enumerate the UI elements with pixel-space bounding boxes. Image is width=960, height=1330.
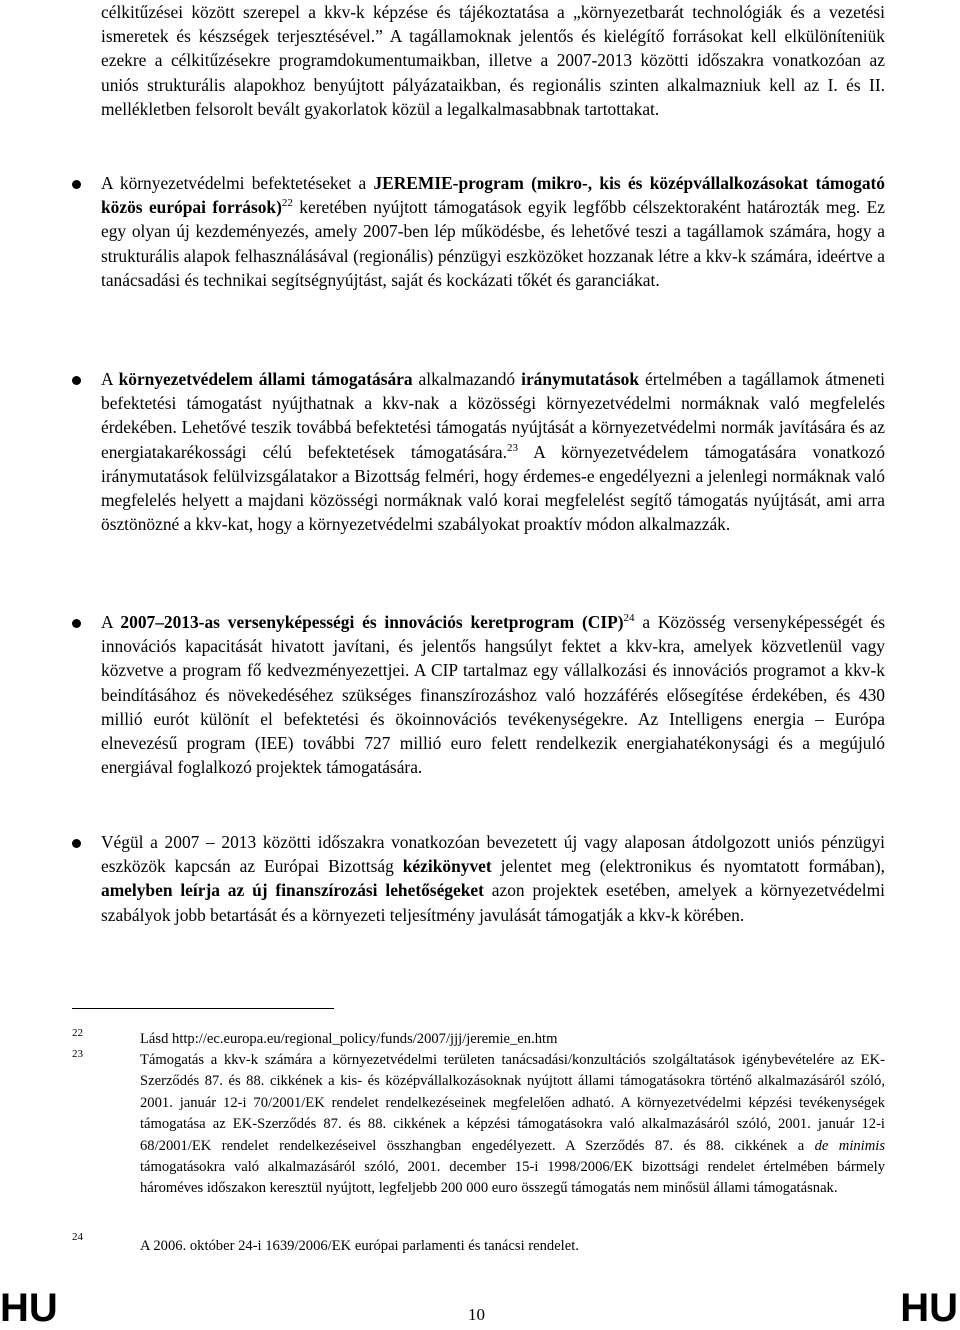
footnote-ref-24: 24 <box>623 612 635 625</box>
cip-text-1: A <box>101 612 121 632</box>
bullet-icon <box>72 839 81 848</box>
state-aid-text-3: értelmében a tagállamok átmeneti befektetési támogatást nyújthatnak a kkv-nak a közösségi környezetvédelmi normáknak való megfelelés érdekében. Lehetővé teszik továbbá befektetési támogatás nyújtását a környezetvédelmi normák javítására és az energiatakarékossági célú befektetések támogatására. <box>101 369 886 462</box>
footnote-23-text-2: támogatásokra való alkalmazásáról szóló, 2001. december 15-i 1998/2006/EK bizottsági rendelet értelmében bármely hároméves időszakon keresztül nyújtott, legfeljebb 200 000 euro összegű támogatás nem minősül állami támogatásnak. <box>140 1159 885 1197</box>
handbook-text-2: jelentet meg (elektronikus és nyomtatott formában), <box>491 856 885 877</box>
intro-text: célkitűzései között szerepel a kkv-k képzése és tájékoztatása a „környezetbarát technológiák és a vezetési ismeretek és készségek terjesztésével.” A tagállamoknak jelentős és kielégítő forrásokat kell elkülöníteniük ezekre a célkitűzésekre programdokumentumaikban, illetve a 2007-2013 közötti időszakra vonatkozóan az uniós strukturális alapokhoz benyújtott pályázataikban, és regionális szinten alkalmazniuk kell az I. és II. mellékletben felsorolt bevált gyakorlatok közül a legalkalmasabbnak tartottakat. <box>101 2 885 119</box>
page-number: 10 <box>468 1305 485 1324</box>
footnote-divider <box>72 1008 334 1009</box>
handbook-paragraph <box>101 830 885 927</box>
footnote-23-italic: de minimis <box>814 1137 885 1154</box>
footnote-22-text: Lásd http://ec.europa.eu/regional_policy/funds/2007/jjj/jeremie_en.htm <box>140 1031 558 1047</box>
cip-text-2: a Közösség versenyképességét és innovációs kapacitását hivatott javítani, és jelentős hangsúlyt fektet a kkv-kra, amelyek közvetlenül vagy közvetve a program fő kedvezményezettjei. A CIP tartalmaz egy vállalkozási és innovációs programot a kkv-k beindításához és növekedéséhez szükséges finanszírozáshoz való hozzáférés elősegítése érdekében, és 430 millió eurót különít el befektetési és ökoinnovációs tevékenységekre. Az Intelligens energia – Európa elnevezésű program (IEE) további 727 millió euro felett rendelkezik energiahatékonysági és a megújuló energiával foglalkozó projektek támogatására. <box>101 612 886 778</box>
footnote-ref-22: 22 <box>281 197 293 210</box>
handbook-bold-1: kézikönyvet <box>402 856 492 877</box>
footnote-23 <box>140 1050 885 1200</box>
bullet-icon <box>72 619 81 628</box>
footnote-24-text: A 2006. október 24-i 1639/2006/EK európai parlamenti és tanácsi rendelet. <box>140 1238 579 1254</box>
handbook-text-1: Végül a 2007 – 2013 közötti időszakra vonatkozóan bevezetett új vagy alaposan átdolgozott uniós pénzügyi eszközök kapcsán az Európai Bizottság <box>101 832 885 877</box>
jeremie-text-2: keretében nyújtott támogatások egyik legfőbb célszektoraként határozták meg. Ez egy olyan új kezdeményezés, amely 2007-ben lép működésbe, és lehetővé teszi a tagállamok számára, hogy a strukturális alapok felhasználásával (regionális) pénzügyi eszközöket hozzanak létre a kkv-k számára, ideértve a tanácsadási és technikai segítségnyújtást, saját és kockázati tőkét és garanciákat. <box>101 197 885 290</box>
footnote-ref-23: 23 <box>507 441 518 454</box>
bullet-icon <box>72 180 81 189</box>
language-code-left: HU <box>0 1286 58 1330</box>
intro-paragraph <box>101 0 885 121</box>
footnote-number-24: 24 <box>72 1231 83 1243</box>
language-code-right: HU <box>900 1286 958 1330</box>
cip-paragraph <box>101 610 885 779</box>
footnote-22 <box>140 1029 885 1050</box>
footnote-number-23: 23 <box>72 1048 83 1060</box>
bullet-icon <box>72 376 81 385</box>
handbook-bold-2: amelyben leírja az új finanszírozási lehetőségeket <box>101 880 484 901</box>
footnote-23-text-1: Támogatás a kkv-k számára a környezetvédelmi területen tanácsadási/konzultációs szolgáltatások igénybevételére az EK-Szerződés 87. és 88. cikkének a kis- és középvállalkozásoknak nyújtott állami támogatásokra történő alkalmazásáról szóló, 2001. január 12-i 70/2001/EK rendelet rendelkezéseinek megfelelően adható. A környezetvédelmi képzési tevékenységek támogatása az EK-Szerződés 87. és 88. cikkének a képzési támogatásokra való alkalmazásáról szóló, 2001. január 12-i 68/2001/EK rendelet rendelkezéseivel összhangban engedélyezett. A Szerződés 87. és 88. cikkének a <box>140 1052 885 1154</box>
state-aid-paragraph <box>101 367 885 536</box>
handbook-text-3: azon projektek esetében, amelyek a környezetvédelmi szabályok jobb betartását és a környezeti teljesítmény javulását támogatják a kkv-k körében. <box>101 880 885 925</box>
jeremie-bold: JEREMIE-program (mikro-, kis és középvállalkozásokat támogató közös európai források) <box>101 173 885 218</box>
state-aid-bold-1: környezetvédelem állami támogatására <box>118 369 413 389</box>
footnote-24 <box>140 1236 885 1257</box>
footnote-number-22: 22 <box>72 1027 83 1039</box>
jeremie-paragraph <box>101 171 885 292</box>
state-aid-text-2: alkalmazandó <box>412 369 522 389</box>
state-aid-text-1: A <box>101 369 119 389</box>
state-aid-bold-2: iránymutatások <box>521 369 639 389</box>
jeremie-text-1: A környezetvédelmi befektetéseket a <box>101 173 374 193</box>
state-aid-text-4: A környezetvédelem támogatására vonatkozó iránymutatások felülvizsgálatakor a Bizottság felméri, hogy érdemes-e engedélyezni a jelenlegi normáknak való megfelelés helyett a majdani közösségi normáknak való korai megfelelést segítő támogatás nyújtását, ami arra ösztönözné a kkv-kat, hogy a környezetvédelmi szabályokat proaktív módon alkalmazzák. <box>101 441 886 535</box>
cip-bold: 2007–2013-as versenyképességi és innovációs keretprogram (CIP) <box>120 612 624 632</box>
